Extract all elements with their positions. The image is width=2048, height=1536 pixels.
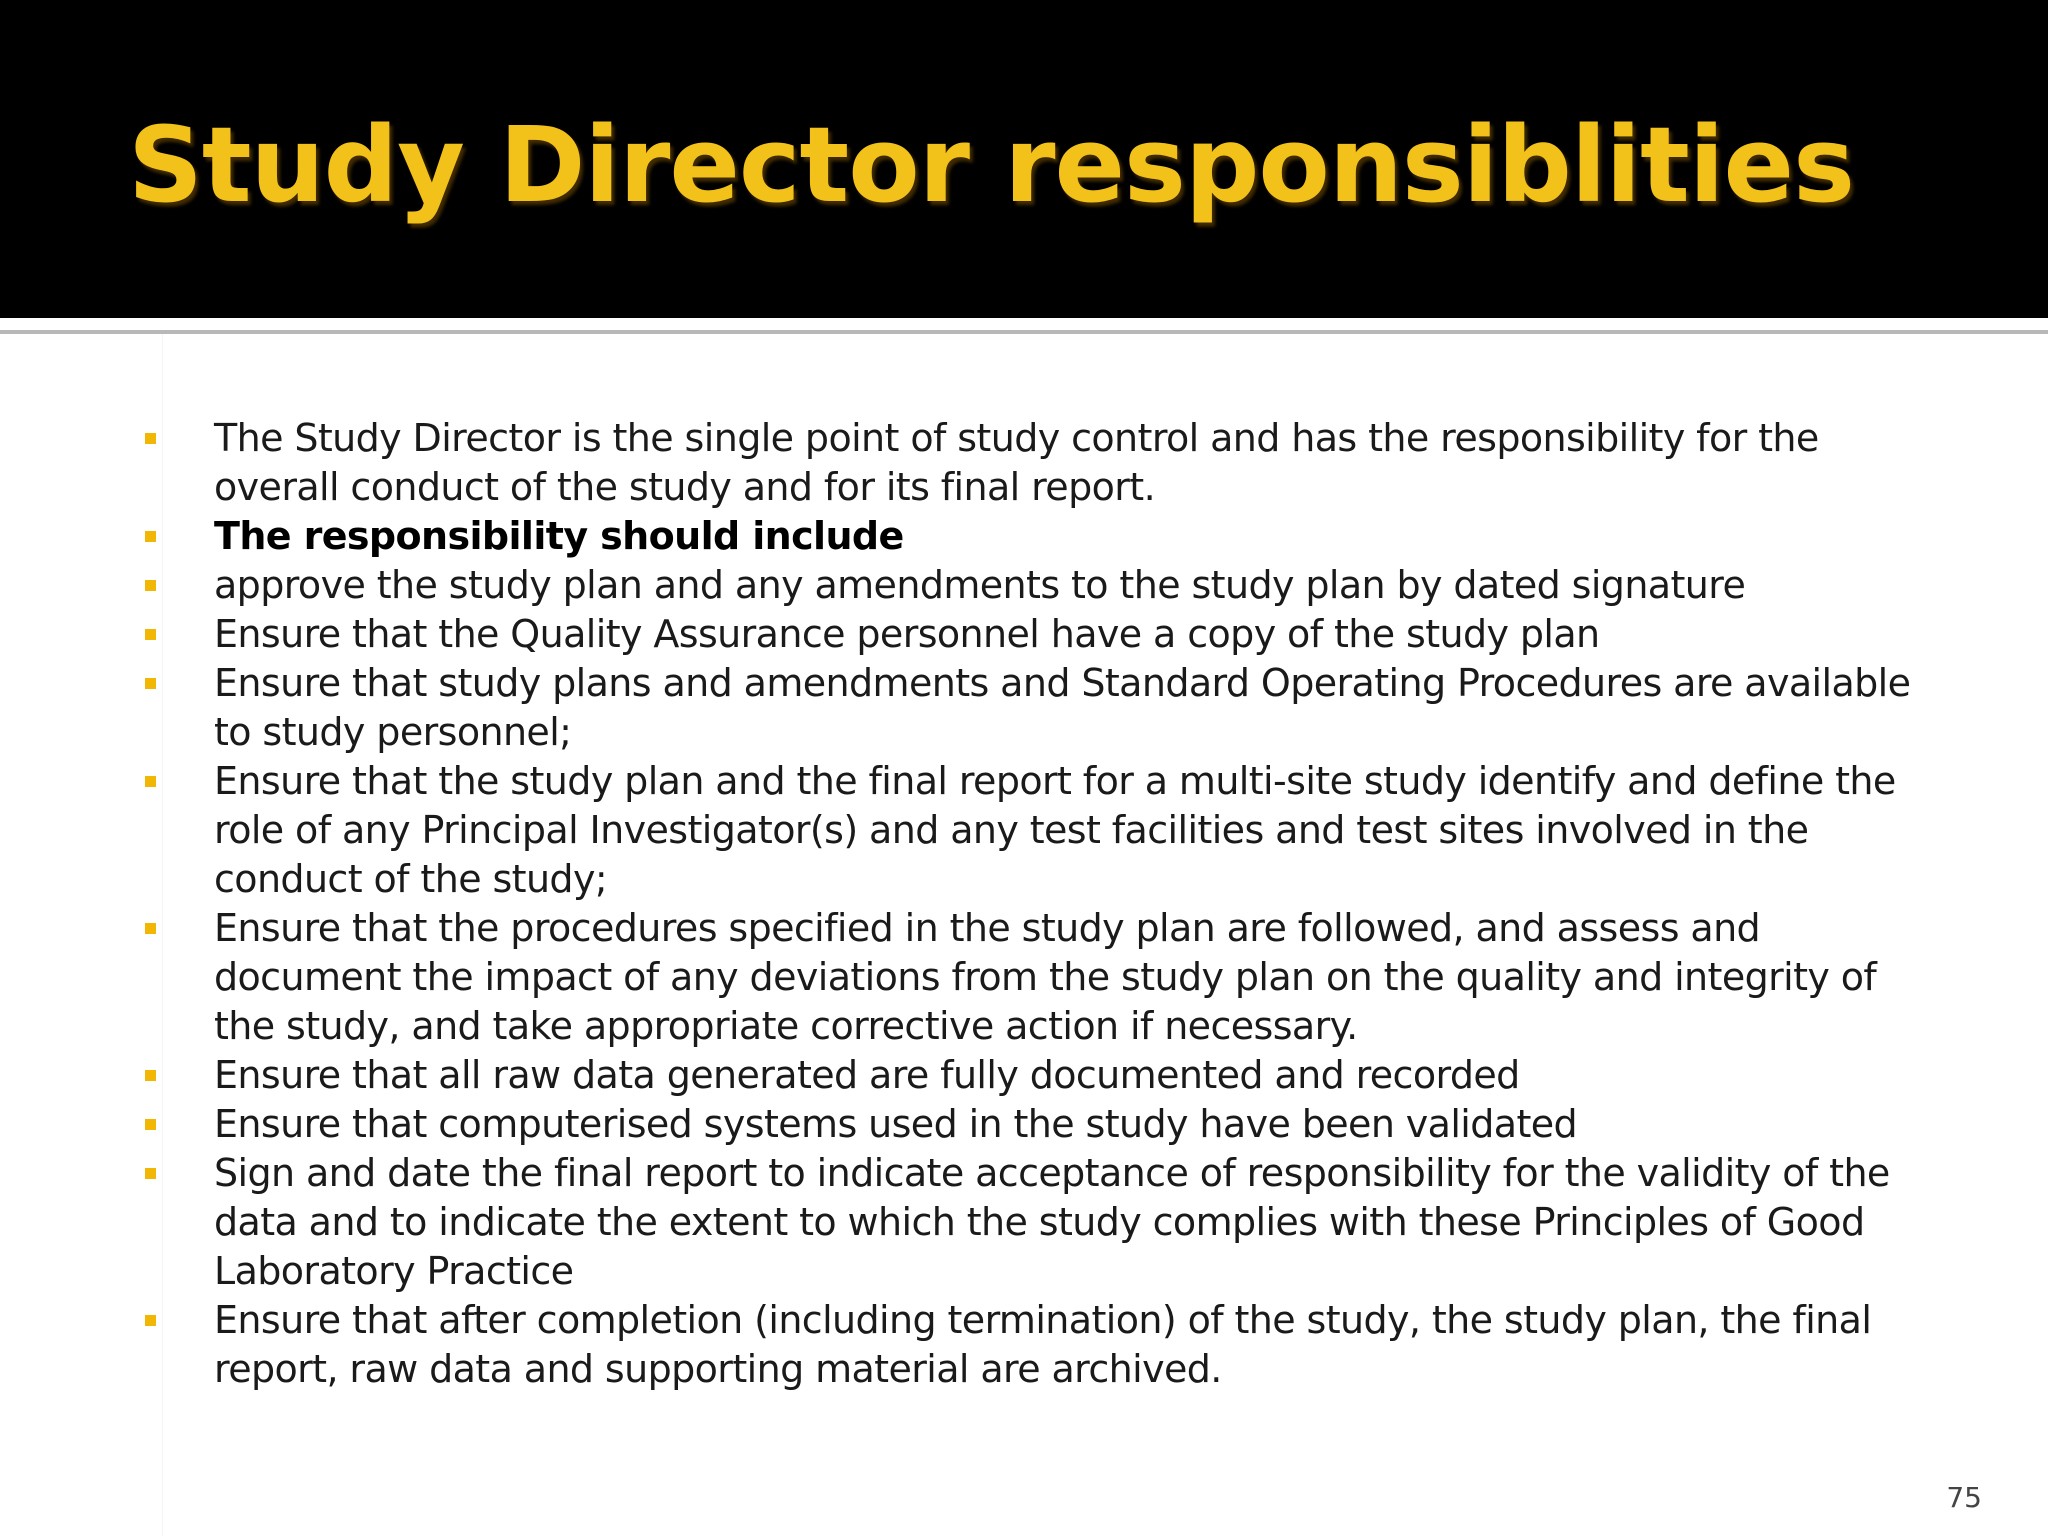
bullet-text: Ensure that the study plan and the final report for a multi-site study identify and define the role of any Principal Investigator(s) and any test facilities and test sites involved in the conduct of the study; bbox=[214, 759, 1896, 901]
bullet-item bbox=[128, 512, 1928, 561]
bullet-text: The Study Director is the single point of study control and has the responsibility for the overall conduct of the study and for its final report. bbox=[214, 416, 1819, 509]
slide-title: Study Director responsiblities bbox=[128, 104, 1854, 226]
bullet-item bbox=[128, 1296, 1928, 1394]
square-bullet-icon bbox=[145, 678, 156, 689]
bullet-item bbox=[128, 414, 1928, 512]
square-bullet-icon bbox=[145, 1119, 156, 1130]
bullet-item bbox=[128, 1100, 1928, 1149]
bullet-item bbox=[128, 757, 1928, 904]
square-bullet-icon bbox=[145, 1070, 156, 1081]
page-number: 75 bbox=[1946, 1481, 1982, 1514]
bullet-item bbox=[128, 1051, 1928, 1100]
square-bullet-icon bbox=[145, 433, 156, 444]
title-bar bbox=[0, 0, 2048, 318]
bullet-text: Ensure that study plans and amendments and Standard Operating Procedures are available to study personnel; bbox=[214, 661, 1911, 754]
square-bullet-icon bbox=[145, 1168, 156, 1179]
bullet-item bbox=[128, 561, 1928, 610]
square-bullet-icon bbox=[145, 1315, 156, 1326]
bullet-text: approve the study plan and any amendments to the study plan by dated signature bbox=[214, 563, 1746, 607]
square-bullet-icon bbox=[145, 776, 156, 787]
bullet-item bbox=[128, 904, 1928, 1051]
bullet-item bbox=[128, 1149, 1928, 1296]
bullet-text: Ensure that computerised systems used in the study have been validated bbox=[214, 1102, 1578, 1146]
bullet-item bbox=[128, 659, 1928, 757]
square-bullet-icon bbox=[145, 531, 156, 542]
bullet-item bbox=[128, 610, 1928, 659]
square-bullet-icon bbox=[145, 923, 156, 934]
bullet-text: Ensure that the Quality Assurance personnel have a copy of the study plan bbox=[214, 612, 1600, 656]
bullet-text: Sign and date the final report to indicate acceptance of responsibility for the validity of the data and to indicate the extent to which the study complies with these Principles of Good Laboratory Practice bbox=[214, 1151, 1890, 1293]
title-divider bbox=[0, 330, 2048, 334]
bullet-text: Ensure that all raw data generated are fully documented and recorded bbox=[214, 1053, 1520, 1097]
bullet-text: Ensure that the procedures specified in the study plan are followed, and assess and document the impact of any deviations from the study plan on the quality and integrity of the study, and take appropriate corrective action if necessary. bbox=[214, 906, 1877, 1048]
bullet-text: The responsibility should include bbox=[214, 514, 904, 558]
square-bullet-icon bbox=[145, 629, 156, 640]
square-bullet-icon bbox=[145, 580, 156, 591]
bullet-text: Ensure that after completion (including termination) of the study, the study plan, the final report, raw data and supporting material are archived. bbox=[214, 1298, 1872, 1391]
bullet-list bbox=[128, 414, 1928, 1394]
